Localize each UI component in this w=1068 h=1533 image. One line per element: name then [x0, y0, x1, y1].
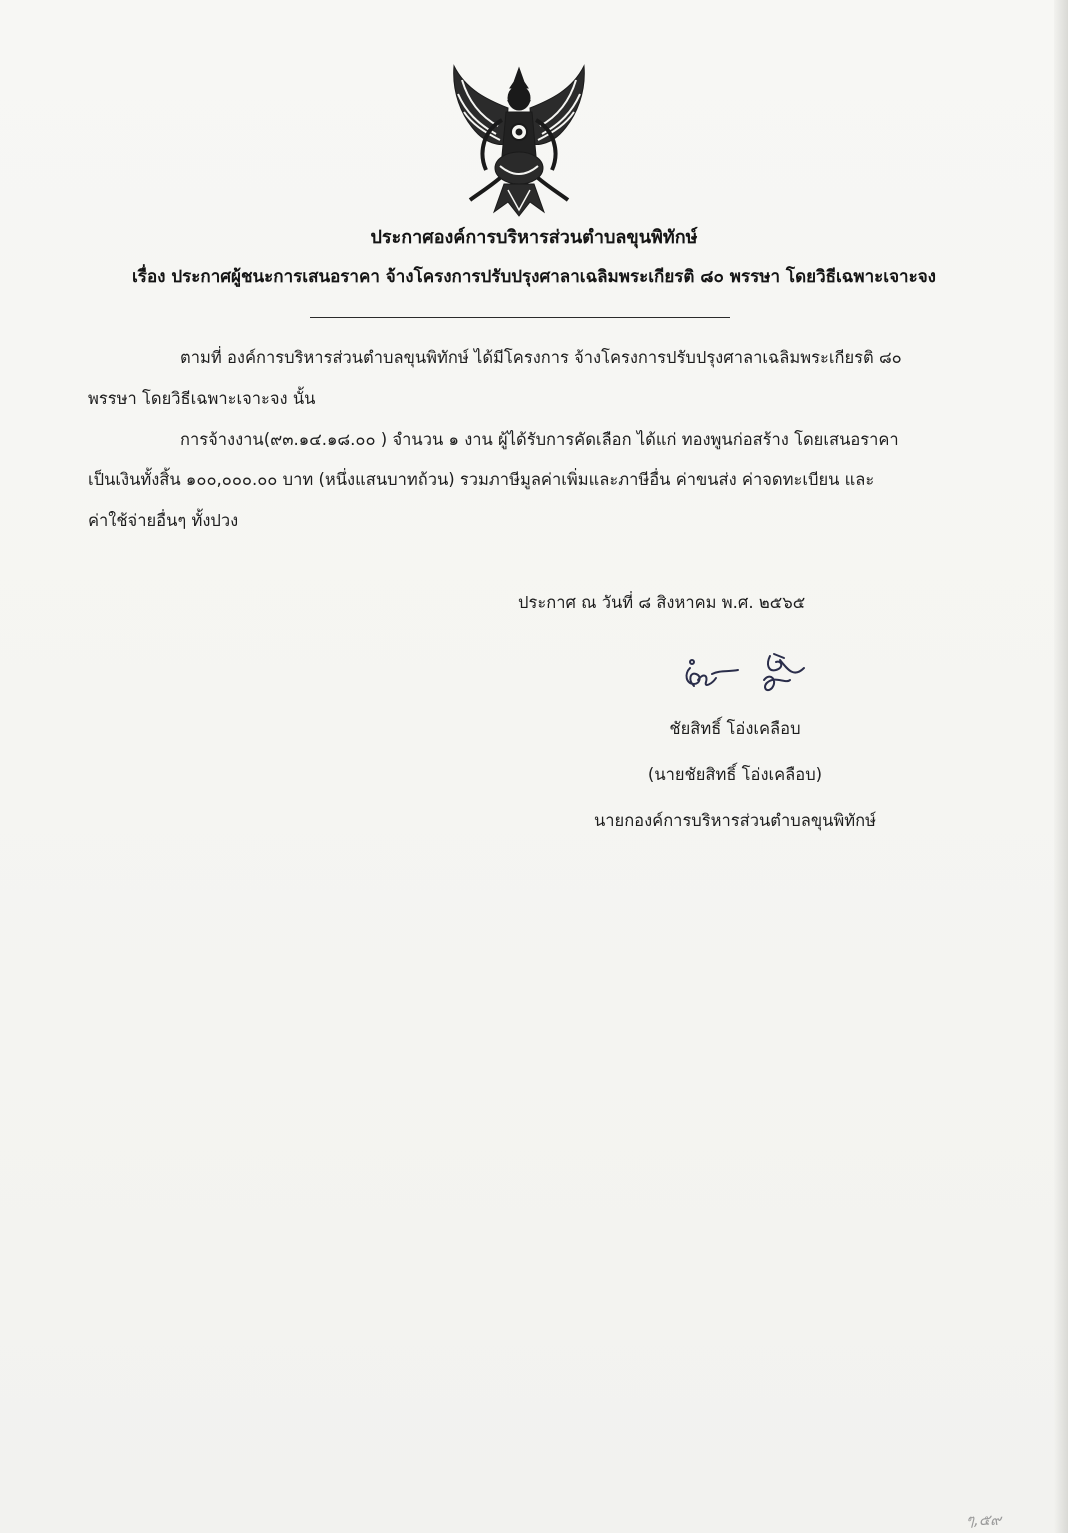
page-edge-shadow [1054, 0, 1068, 1533]
paragraph-1-line-1: ตามที่ องค์การบริหารส่วนตำบลขุนพิทักษ์ ได้มีโครงการ จ้างโครงการปรับปรุงศาลาเฉลิมพระเกียรติ ๘๐ [180, 348, 902, 367]
paragraph-1-line-2: พรรษา โดยวิธีเฉพาะเจาะจง นั้น [88, 389, 316, 408]
paragraph-2-line-1: การจ้างงาน(๙๓.๑๔.๑๘.๐๐ ) จำนวน ๑ งาน ผู้ได้รับการคัดเลือก ได้แก่ ทองพูนก่อสร้าง โดยเสนอราคา [180, 430, 899, 449]
paragraph-2-line-3: ค่าใช้จ่ายอื่นๆ ทั้งปวง [88, 511, 239, 530]
signer-position: นายกองค์การบริหารส่วนตำบลขุนพิทักษ์ [593, 811, 877, 830]
announcement-title: ประกาศองค์การบริหารส่วนตำบลขุนพิทักษ์ [370, 227, 698, 248]
title-divider [310, 317, 730, 318]
handwritten-signature-icon [676, 650, 816, 700]
announcement-subject: เรื่อง ประกาศผู้ชนะการเสนอราคา จ้างโครงการปรับปรุงศาลาเฉลิมพระเกียรติ ๘๐ พรรษา โดยวิธีเฉพาะเจาะจง [132, 267, 936, 287]
paragraph-2-line-2: เป็นเงินทั้งสิ้น ๑๐๐,๐๐๐.๐๐ บาท (หนึ่งแสนบาทถ้วน) รวมภาษีมูลค่าเพิ่มและภาษีอื่น ค่าขนส่ง ค่าจดทะเบียน และ [88, 470, 875, 489]
handwritten-page-number: ๆ,๕๙ [966, 1511, 1002, 1529]
signer-name: ชัยสิทธิ์ โอ่งเคลือบ [669, 719, 801, 738]
garuda-emblem-icon [448, 60, 590, 220]
announcement-date: ประกาศ ณ วันที่ ๘ สิงหาคม พ.ศ. ๒๕๖๕ [518, 593, 806, 612]
signer-full-name: (นายชัยสิทธิ์ โอ่งเคลือบ) [647, 765, 823, 784]
